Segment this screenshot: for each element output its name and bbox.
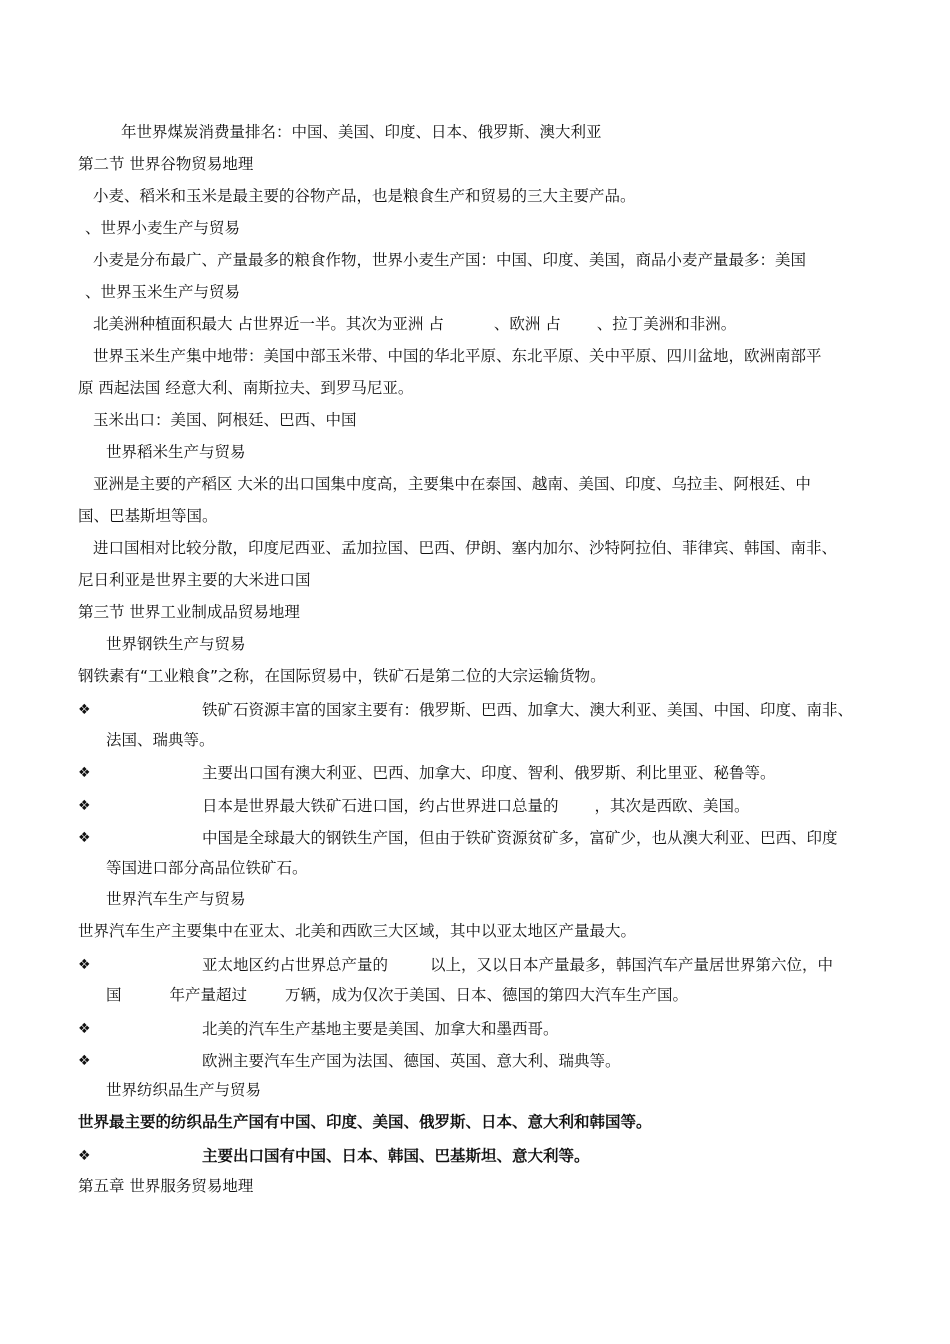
china-auto-part-3: 万辆，成为仅次于美国、日本、德国的第四大汽车生产国。 [285,986,689,1004]
bullet-icon: ❖ [78,798,91,814]
bullet-europe-auto: 欧洲主要汽车生产国为法国、德国、英国、意大利、瑞典等。 [202,1052,621,1070]
bullet-iron-ore-exporters: 主要出口国有澳大利亚、巴西、加拿大、印度、智利、俄罗斯、利比里亚、秘鲁等。 [202,764,776,782]
china-auto-part-1: 国 [106,986,122,1004]
subheading-corn: 、世界玉米生产与贸易 [85,283,241,301]
subheading-rice: 世界稻米生产与贸易 [106,443,246,461]
subheading-steel: 世界钢铁生产与贸易 [106,635,246,653]
bullet-textile-exporters: 主要出口国有中国、日本、韩国、巴基斯坦、意大利等。 [202,1147,590,1165]
paragraph-rice-import: 进口国相对比较分散，印度尼西亚、孟加拉国、巴西、伊朗、塞内加尔、沙特阿拉伯、菲律宾、韩国、南非、 [93,539,838,557]
bullet-north-america-auto: 北美的汽车生产基地主要是美国、加拿大和墨西哥。 [202,1020,559,1038]
paragraph-textile-producers: 世界最主要的纺织品生产国有中国、印度、美国、俄罗斯、日本、意大利和韩国等。 [78,1113,652,1131]
bullet-icon: ❖ [78,1053,91,1069]
paragraph-corn-area [93,314,736,334]
japan-import-part-1: 日本是世界最大铁矿石进口国，约占世界进口总量的 [202,797,559,815]
subheading-textile: 世界纺织品生产与贸易 [106,1081,262,1099]
bullet-asia-pacific-auto [202,955,833,975]
bullet-iron-ore-resources-cont: 法国、瑞典等。 [106,731,215,749]
subheading-auto: 世界汽车生产与贸易 [106,890,246,908]
paragraph-corn-export: 玉米出口：美国、阿根廷、巴西、中国 [93,411,357,429]
section-heading-grain: 第二节 世界谷物贸易地理 [78,155,254,173]
bullet-iron-ore-resources: 铁矿石资源丰富的国家主要有：俄罗斯、巴西、加拿大、澳大利亚、美国、中国、印度、南非、 [202,701,854,719]
paragraph-corn-belt-cont: 原 西起法国 经意大利、南斯拉夫、到罗马尼亚。 [78,379,414,397]
asia-auto-part-1: 亚太地区约占世界总产量的 [202,956,389,974]
bullet-asia-pacific-auto-cont [106,985,688,1005]
bullet-icon: ❖ [78,1021,91,1037]
bullet-icon: ❖ [78,702,91,718]
paragraph-steel-intro: 钢铁素有“工业粮食”之称，在国际贸易中，铁矿石是第二位的大宗运输货物。 [78,667,606,685]
paragraph-corn-belt: 世界玉米生产集中地带：美国中部玉米带、中国的华北平原、东北平原、关中平原、四川盆地，欧洲南部平 [93,347,822,365]
coal-consumption-ranking: 年世界煤炭消费量排名：中国、美国、印度、日本、俄罗斯、澳大利亚 [121,123,602,141]
corn-area-part-2: 、欧洲 占 [493,315,561,333]
paragraph-auto-intro: 世界汽车生产主要集中在亚太、北美和西欧三大区域，其中以亚太地区产量最大。 [78,922,637,940]
section-heading-industry: 第三节 世界工业制成品贸易地理 [78,603,300,621]
bullet-icon: ❖ [78,1148,91,1164]
paragraph-grain-intro: 小麦、稻米和玉米是最主要的谷物产品，也是粮食生产和贸易的三大主要产品。 [93,187,636,205]
bullet-china-steel: 中国是全球最大的钢铁生产国，但由于铁矿资源贫矿多，富矿少，也从澳大利亚、巴西、印度 [202,829,838,847]
paragraph-wheat: 小麦是分布最广、产量最多的粮食作物，世界小麦生产国：中国、印度、美国，商品小麦产量最多：美国 [93,251,807,269]
corn-area-part-3: 、拉丁美洲和非洲。 [596,315,737,333]
chapter-heading-services: 第五章 世界服务贸易地理 [78,1177,254,1195]
bullet-icon: ❖ [78,957,91,973]
corn-area-part-1: 北美洲种植面积最大 占世界近一半。其次为亚洲 占 [93,315,444,333]
paragraph-rice-export: 亚洲是主要的产稻区 大米的出口国集中度高，主要集中在泰国、越南、美国、印度、乌拉圭、阿根廷、中 [93,475,811,493]
subheading-wheat: 、世界小麦生产与贸易 [85,219,241,237]
japan-import-part-2: ，其次是西欧、美国。 [594,797,750,815]
paragraph-rice-import-cont: 尼日利亚是世界主要的大米进口国 [78,571,311,589]
china-auto-part-2: 年产量超过 [169,986,248,1004]
paragraph-rice-export-cont: 国、巴基斯坦等国。 [78,507,218,525]
bullet-icon: ❖ [78,765,91,781]
bullet-japan-iron-import [202,796,750,816]
bullet-china-steel-cont: 等国进口部分高品位铁矿石。 [106,859,308,877]
bullet-icon: ❖ [78,830,91,846]
asia-auto-part-2: 以上，又以日本产量最多，韩国汽车产量居世界第六位，中 [430,956,834,974]
